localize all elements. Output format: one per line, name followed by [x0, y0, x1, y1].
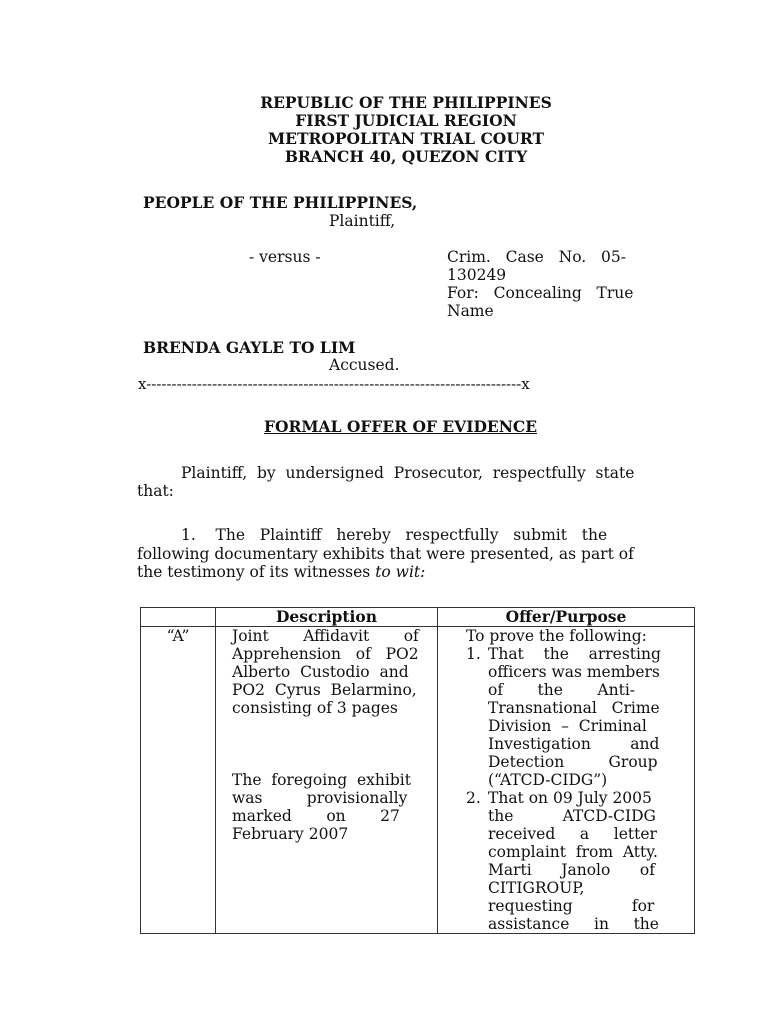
item-line: Transnational Crime [488, 699, 660, 717]
desc-line: marked on 27 [232, 807, 400, 825]
desc-line: was provisionally [232, 789, 408, 807]
header-line-region: FIRST JUDICIAL REGION [295, 111, 517, 130]
item-line: assistance in the [488, 915, 659, 933]
plaintiff-role: Plaintiff, [329, 212, 396, 230]
header-line-republic: REPUBLIC OF THE PHILIPPINES [260, 93, 552, 112]
item-line: the ATCD-CIDG [488, 807, 656, 825]
purpose-intro: To prove the following: [466, 627, 647, 645]
intro-line2: that: [137, 482, 174, 500]
purpose-item-1: 1. That the arresting officers was members of the Anti- Transnational Crime Division – Criminal Investigation and Detection Group (“ATCD-CIDG”) [466, 645, 688, 789]
item-line: That the arresting [488, 645, 661, 663]
desc-line: The foregoing exhibit [232, 771, 411, 789]
document-title: FORMAL OFFER OF EVIDENCE [264, 417, 538, 436]
exhibit-purpose [438, 627, 695, 934]
case-number-line2: 130249 [447, 266, 507, 284]
item-line: requesting for [488, 897, 655, 915]
item-line: That on 09 July 2005 [488, 789, 652, 807]
para1-line3-text: the testimony of its witnesses [137, 563, 376, 581]
item-line: of the Anti- [488, 681, 636, 699]
caption-separator: x--------------------------------------------------------------------------x [138, 375, 530, 393]
para1-line3-italic: to wit: [375, 563, 426, 581]
exhibits-table [140, 607, 695, 934]
item-line: CITIGROUP, [488, 879, 585, 897]
desc-line: Joint Affidavit of [232, 627, 419, 645]
item-line: Investigation and [488, 735, 660, 753]
desc-line: Apprehension of PO2 [232, 645, 419, 663]
header-exhibit [141, 608, 216, 627]
table-row [141, 627, 695, 934]
accused-name: BRENDA GAYLE TO LIM [143, 338, 356, 357]
charge-line1: For: Concealing True [447, 284, 634, 302]
header-description: Description [216, 608, 438, 627]
case-number-line1: Crim. Case No. 05- [447, 248, 626, 266]
item-line: officers was members [488, 663, 660, 681]
desc-line: PO2 Cyrus Belarmino, [232, 681, 417, 699]
item-line: Detection Group [488, 753, 658, 771]
item-line: (“ATCD-CIDG”) [488, 771, 608, 789]
court-header [0, 94, 768, 166]
para1-line2: following documentary exhibits that were presented, as part of [137, 545, 634, 563]
item-line: received a letter [488, 825, 657, 843]
header-line-court: METROPOLITAN TRIAL COURT [268, 129, 544, 148]
charge-line2: Name [447, 302, 494, 320]
item-line: Marti Janolo of [488, 861, 655, 879]
table-header-row [141, 608, 695, 627]
desc-line: February 2007 [232, 825, 349, 843]
desc-line: Alberto Custodio and [232, 663, 409, 681]
versus-label: - versus - [249, 248, 321, 266]
exhibit-description [216, 627, 438, 934]
intro-line1: Plaintiff, by undersigned Prosecutor, respectfully state [181, 464, 635, 482]
plaintiff-name: PEOPLE OF THE PHILIPPINES, [143, 193, 418, 212]
desc-line: consisting of 3 pages [232, 699, 398, 717]
purpose-item-2: 2. That on 09 July 2005 the ATCD-CIDG received a letter complaint from Atty. Marti Janolo of CITIGROUP, requesting for assistance in the [466, 789, 688, 933]
item-line: Division – Criminal [488, 717, 647, 735]
exhibit-label: “A” [141, 627, 216, 934]
header-purpose: Offer/Purpose [438, 608, 695, 627]
para1-line3 [137, 563, 425, 581]
accused-role: Accused. [329, 356, 400, 374]
item-line: complaint from Atty. [488, 843, 658, 861]
para1-line1: 1. The Plaintiff hereby respectfully submit the [181, 526, 608, 544]
header-line-branch: BRANCH 40, QUEZON CITY [284, 147, 528, 166]
